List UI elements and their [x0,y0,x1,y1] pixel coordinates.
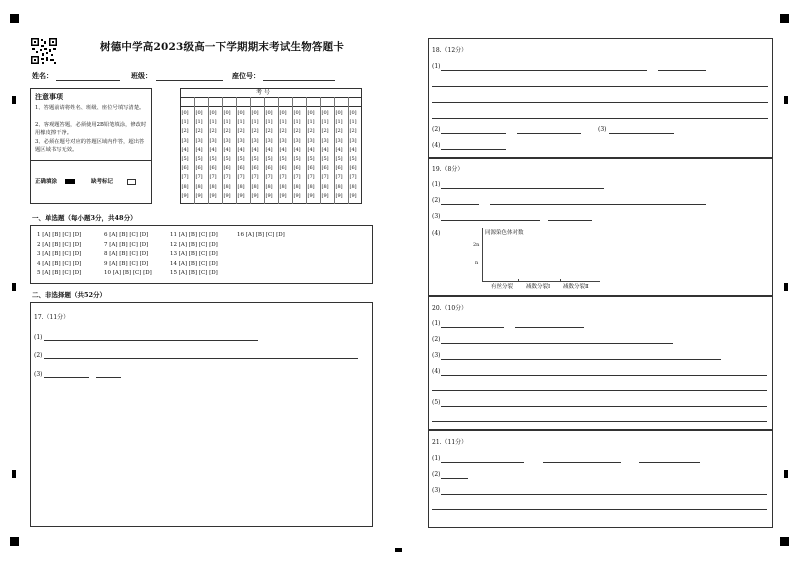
exam-number-bubble[interactable]: [4] [223,146,231,153]
q17-p2-answer[interactable] [44,358,358,359]
exam-number-bubble[interactable]: [8] [237,183,245,190]
exam-number-bubble[interactable]: [3] [335,137,343,144]
exam-number-bubble[interactable]: [0] [307,110,315,116]
exam-number-bubble[interactable]: [8] [307,183,315,190]
mcq-question-row[interactable]: 14 [A] [B] [C] [D] [170,260,218,267]
exam-number-bubble[interactable]: [6] [181,165,189,172]
exam-number-bubble[interactable]: [0] [349,110,357,116]
exam-number-bubble[interactable]: [6] [223,165,231,172]
timing-mark [784,470,788,478]
exam-number-bubble[interactable]: [2] [223,128,231,135]
exam-number-bubble[interactable]: [2] [307,128,315,135]
exam-number-bubble[interactable]: [5] [237,156,245,162]
q19-p3-answer-b[interactable] [548,220,592,221]
q19-chart-y-axis [482,228,483,281]
exam-number-bubble[interactable]: [6] [195,165,203,172]
timing-mark [784,283,788,291]
exam-number-bubble[interactable]: [6] [279,165,287,172]
q20-p1-answer-b[interactable] [515,327,584,328]
exam-number-bubble[interactable]: [9] [349,192,357,199]
name-label: 姓名： [32,71,53,80]
exam-number-bubble[interactable]: [3] [279,137,287,144]
exam-number-bubble[interactable]: [8] [293,183,301,190]
exam-number-bubble[interactable]: [0] [251,110,259,116]
mcq-question-row[interactable]: 8 [A] [B] [C] [D] [104,251,149,258]
absent-mark-box[interactable] [127,179,136,185]
exam-number-bubble[interactable]: [3] [293,137,301,144]
exam-number-bubble[interactable]: [2] [265,128,273,135]
exam-number-bubble[interactable]: [0] [181,110,189,116]
q19-chart-ytick: n [475,260,479,266]
q19-chart-xlabel: 有丝分裂 [491,284,514,290]
exam-number-bubble[interactable]: [6] [237,165,245,172]
exam-number-bubble[interactable]: [5] [279,156,287,162]
q17-p3-answer-b[interactable] [96,377,121,378]
section2-title: 二、非选择题（共52分） [32,291,107,299]
exam-number-bubble[interactable]: [2] [321,128,329,135]
q21-p2-answer[interactable] [441,478,468,479]
exam-number-bubble[interactable]: [7] [237,174,245,181]
exam-number-bubble[interactable]: [0] [209,110,217,116]
registration-mark [780,537,789,546]
mcq-question-row[interactable]: 13 [A] [B] [C] [D] [170,251,218,258]
q21-p3-answer-b[interactable] [432,509,767,510]
exam-number-bubble[interactable]: [7] [279,174,287,181]
q21-p3-label: (3) [432,487,441,494]
timing-mark [784,96,788,104]
exam-number-bubble[interactable]: [1] [307,119,315,126]
q20-p4-label: (4) [432,368,441,375]
exam-number-bubble[interactable]: [8] [209,183,217,190]
exam-number-bubble[interactable]: [4] [279,146,287,153]
q17-p1-label: (1) [34,334,43,341]
name-field[interactable] [56,80,120,81]
exam-number-bubble[interactable]: [3] [307,137,315,144]
exam-number-bubble[interactable]: [2] [293,128,301,135]
exam-number-bubble[interactable]: [7] [321,174,329,181]
q20-p2-answer[interactable] [441,343,673,344]
exam-number-bubble[interactable]: [9] [209,192,217,199]
exam-number-bubble[interactable]: [4] [349,146,357,153]
exam-number-bubble[interactable]: [2] [279,128,287,135]
exam-number-bubble[interactable]: [1] [349,119,357,126]
mcq-question-row[interactable]: 7 [A] [B] [C] [D] [104,241,149,248]
q18-p2-answer-a[interactable] [441,133,506,134]
exam-number-bubble[interactable]: [3] [349,137,357,144]
exam-number-bubble[interactable]: [0] [223,110,231,116]
exam-number-bubble[interactable]: [0] [293,110,301,116]
q17-p3-answer-a[interactable] [44,377,89,378]
q18-p3-label: (3) [598,126,607,133]
exam-number-bubble[interactable]: [4] [237,146,245,153]
registration-mark [780,14,789,23]
exam-number-bubble[interactable]: [6] [209,165,217,172]
exam-number-bubble[interactable]: [3] [181,137,189,144]
exam-number-bubble[interactable]: [7] [265,174,273,181]
exam-number-bubble[interactable]: [0] [279,110,287,116]
registration-mark [10,14,19,23]
exam-number-bubble[interactable]: [4] [209,146,217,153]
q18-p4-answer[interactable] [441,149,506,150]
section1-title: 一、单选题（每小题3分，共48分） [32,214,137,222]
exam-number-bubble[interactable]: [6] [293,165,301,172]
exam-number-bubble[interactable]: [7] [335,174,343,181]
exam-number-bubble[interactable]: [6] [335,165,343,172]
exam-number-bubble[interactable]: [6] [321,165,329,172]
notice-divider [30,160,151,161]
q18-p1-answer-a[interactable] [441,70,647,71]
q20-p5-label: (5) [432,399,441,406]
exam-number-bubble[interactable]: [3] [223,137,231,144]
exam-number-bubble[interactable]: [4] [335,146,343,153]
mcq-question-row[interactable]: 16 [A] [B] [C] [D] [237,232,285,238]
exam-number-bubble[interactable]: [3] [251,137,259,144]
q18-p1-answer-d[interactable] [432,102,768,103]
q18-p1-answer-b[interactable] [658,70,706,71]
mcq-question-row[interactable]: 1 [A] [B] [C] [D] [37,232,82,238]
exam-number-bubble[interactable]: [6] [349,165,357,172]
exam-number-bubble[interactable]: [0] [237,110,245,116]
q20-box [428,296,773,430]
mcq-question-row[interactable]: 6 [A] [B] [C] [D] [104,232,149,238]
exam-number-bubble[interactable]: [2] [335,128,343,135]
exam-number-bubble[interactable]: [0] [321,110,329,116]
mcq-question-row[interactable]: 5 [A] [B] [C] [D] [37,270,82,277]
q19-p3-label: (3) [432,213,441,220]
mcq-question-row[interactable]: 9 [A] [B] [C] [D] [104,260,149,267]
exam-number-bubble[interactable]: [5] [307,156,315,162]
exam-number-bubble[interactable]: [1] [223,119,231,126]
exam-number-bubble[interactable]: [1] [251,119,259,126]
exam-number-bubble[interactable]: [0] [195,110,203,116]
exam-number-bubble[interactable]: [8] [265,183,273,190]
exam-number-bubble[interactable]: [1] [321,119,329,126]
exam-number-bubble[interactable]: [5] [293,156,301,162]
q19-p1-answer[interactable] [441,188,604,189]
exam-number-bubble[interactable]: [1] [293,119,301,126]
q20-p3-answer[interactable] [441,359,721,360]
notice-item: 3、必须在题号对应的答题区域内作答，超出答题区域书写无效。 [35,139,145,153]
q20-p3-label: (3) [432,352,441,359]
correct-fill-label: 正确填涂 [35,179,58,185]
exam-number-bubble[interactable]: [0] [265,110,273,116]
q17-title: 17.（11分） [34,314,70,321]
mcq-question-row[interactable]: 12 [A] [B] [C] [D] [170,241,218,248]
mcq-question-row[interactable]: 2 [A] [B] [C] [D] [37,241,82,248]
seat-field[interactable] [263,80,335,81]
exam-number-bubble[interactable]: [9] [321,192,329,199]
exam-number-bubble[interactable]: [0] [335,110,343,116]
exam-number-bubble[interactable]: [1] [265,119,273,126]
exam-number-bubble[interactable]: [9] [251,192,259,199]
exam-number-bubble[interactable]: [8] [181,183,189,190]
q20-p1-label: (1) [432,320,441,327]
q19-chart-x-axis [482,281,600,282]
exam-number-bubble[interactable]: [9] [335,192,343,199]
exam-number-bubble[interactable]: [7] [181,174,189,181]
q20-p2-label: (2) [432,336,441,343]
q21-box [428,430,773,528]
q20-p5-answer-a[interactable] [441,406,767,407]
q20-p5-answer-b[interactable] [432,421,767,422]
q21-p2-label: (2) [432,471,441,478]
q19-chart-xtick [518,279,519,281]
q18-p2-answer-b[interactable] [517,133,581,134]
q17-box [30,302,373,527]
exam-number-bubble[interactable]: [4] [181,146,189,153]
timing-mark [12,470,16,478]
q19-p1-label: (1) [432,181,441,188]
exam-number-bubble[interactable]: [5] [223,156,231,162]
exam-number-bubble[interactable]: [8] [223,183,231,190]
exam-number-label: 考 号 [256,89,270,96]
class-label: 班级： [131,71,152,80]
exam-number-bubble[interactable]: [8] [335,183,343,190]
exam-number-bubble[interactable]: [5] [209,156,217,162]
q18-p1-answer-e[interactable] [432,118,768,119]
exam-number-bubble[interactable]: [5] [265,156,273,162]
exam-number-bubble[interactable]: [5] [349,156,357,162]
q19-chart-ytick: 2n [473,242,480,248]
q18-p3-answer[interactable] [609,133,674,134]
q19-p2-answer-b[interactable] [490,204,706,205]
q17-p3-label: (3) [34,371,43,378]
q19-p3-answer-a[interactable] [441,220,540,221]
exam-number-bubble[interactable]: [8] [349,183,357,190]
q19-chart-ylabel: 同源染色体对数 [485,230,524,236]
exam-number-bubble[interactable]: [4] [251,146,259,153]
exam-number-bubble[interactable]: [7] [251,174,259,181]
absent-mark-label: 缺考标记 [91,179,114,185]
exam-number-bubble[interactable]: [9] [223,192,231,199]
q19-chart-xlabel: 减数分裂Ⅰ [526,284,551,290]
exam-number-bubble[interactable]: [4] [265,146,273,153]
q20-title: 20.（10分） [432,305,468,312]
exam-number-bubble[interactable]: [9] [265,192,273,199]
exam-number-bubble[interactable]: [9] [307,192,315,199]
exam-number-bubble[interactable]: [5] [321,156,329,162]
q21-p1-answer-a[interactable] [441,462,524,463]
timing-mark [395,548,402,552]
notice-heading: 注意事项 [35,92,63,101]
exam-number-bubble[interactable]: [6] [307,165,315,172]
exam-number-bubble[interactable]: [7] [195,174,203,181]
seat-label: 座位号： [232,71,260,80]
exam-number-bubble[interactable]: [2] [181,128,189,135]
q20-p4-answer-b[interactable] [432,390,767,391]
q17-p2-label: (2) [34,352,43,359]
q19-p4-label: (4) [432,230,441,237]
exam-number-bubble[interactable]: [9] [237,192,245,199]
exam-number-bubble[interactable]: [7] [307,174,315,181]
exam-number-bubble[interactable]: [5] [181,156,189,162]
exam-number-bubble[interactable]: [3] [195,137,203,144]
exam-number-bubble[interactable]: [4] [195,146,203,153]
mcq-question-row[interactable]: 15 [A] [B] [C] [D] [170,270,218,277]
exam-number-bubble[interactable]: [1] [181,119,189,126]
exam-number-bubble[interactable]: [5] [251,156,259,162]
registration-mark [10,537,19,546]
exam-number-bubble[interactable]: [2] [195,128,203,135]
q21-title: 21.（11分） [432,439,468,446]
exam-number-bubble[interactable]: [8] [321,183,329,190]
exam-number-bubble[interactable]: [1] [279,119,287,126]
exam-number-bubble[interactable]: [1] [237,119,245,126]
exam-number-bubble[interactable]: [7] [293,174,301,181]
qr-code-icon [31,38,57,64]
timing-mark [12,283,16,291]
q18-box [428,38,773,158]
exam-number-bubble[interactable]: [6] [265,165,273,172]
page-title: 树德中学高2023级高一下学期期末考试生物答题卡 [100,41,345,53]
q18-p4-label: (4) [432,142,441,149]
mcq-question-row[interactable]: 11 [A] [B] [C] [D] [170,232,218,238]
mcq-question-row[interactable]: 10 [A] [B] [C] [D] [104,270,152,277]
q21-p1-answer-b[interactable] [543,462,621,463]
exam-number-bubble[interactable]: [2] [251,128,259,135]
q19-box [428,158,773,296]
notice-item: 1、答题前请将姓名、班级、座位号填写清楚。 [35,105,145,111]
exam-number-bubble[interactable]: [2] [349,128,357,135]
exam-number-bubble[interactable]: [1] [335,119,343,126]
exam-number-bubble[interactable]: [1] [195,119,203,126]
exam-number-bubble[interactable]: [3] [209,137,217,144]
exam-number-bubble[interactable]: [1] [209,119,217,126]
exam-number-bubble[interactable]: [4] [293,146,301,153]
exam-number-bubble[interactable]: [2] [209,128,217,135]
q18-p1-label: (1) [432,63,441,70]
timing-mark [12,96,16,104]
exam-number-bubble[interactable]: [8] [251,183,259,190]
q21-p1-answer-c[interactable] [639,462,700,463]
q18-p2-label: (2) [432,126,441,133]
exam-number-bubble[interactable]: [9] [195,192,203,199]
exam-number-bubble[interactable]: [9] [181,192,189,199]
q18-p1-answer-c[interactable] [432,86,768,87]
class-field[interactable] [156,80,223,81]
exam-number-bubble[interactable]: [4] [307,146,315,153]
q17-p1-answer[interactable] [44,340,258,341]
q18-title: 18.（12分） [432,47,468,54]
q21-p3-answer-a[interactable] [441,494,767,495]
q19-title: 19.（8分） [432,166,464,173]
exam-number-bubble[interactable]: [9] [279,192,287,199]
q19-p2-answer-a[interactable] [441,204,479,205]
exam-number-bubble[interactable]: [4] [321,146,329,153]
exam-number-bubble[interactable]: [8] [279,183,287,190]
exam-number-bubble[interactable]: [7] [209,174,217,181]
q20-p4-answer-a[interactable] [441,375,767,376]
mcq-question-row[interactable]: 4 [A] [B] [C] [D] [37,260,82,267]
exam-number-bubble[interactable]: [8] [195,183,203,190]
exam-number-bubble[interactable]: [9] [293,192,301,199]
q20-p1-answer-a[interactable] [441,327,504,328]
q19-chart-xtick [560,279,561,281]
exam-number-bubble[interactable]: [5] [195,156,203,162]
exam-number-bubble[interactable]: [5] [335,156,343,162]
exam-number-bubble[interactable]: [6] [251,165,259,172]
exam-number-bubble[interactable]: [3] [265,137,273,144]
q21-p1-label: (1) [432,455,441,462]
notice-item: 2、客观题答题，必须使用2B铅笔填涂，修改时用橡皮擦干净。 [35,122,147,136]
exam-number-bubble[interactable]: [2] [237,128,245,135]
exam-number-bubble[interactable]: [3] [321,137,329,144]
exam-number-bubble[interactable]: [7] [223,174,231,181]
exam-number-bubble[interactable]: [7] [349,174,357,181]
correct-fill-sample [65,179,75,184]
q19-p2-label: (2) [432,197,441,204]
mcq-question-row[interactable]: 3 [A] [B] [C] [D] [37,251,82,258]
q19-chart-xlabel: 减数分裂Ⅱ [563,284,589,290]
exam-number-bubble[interactable]: [3] [237,137,245,144]
